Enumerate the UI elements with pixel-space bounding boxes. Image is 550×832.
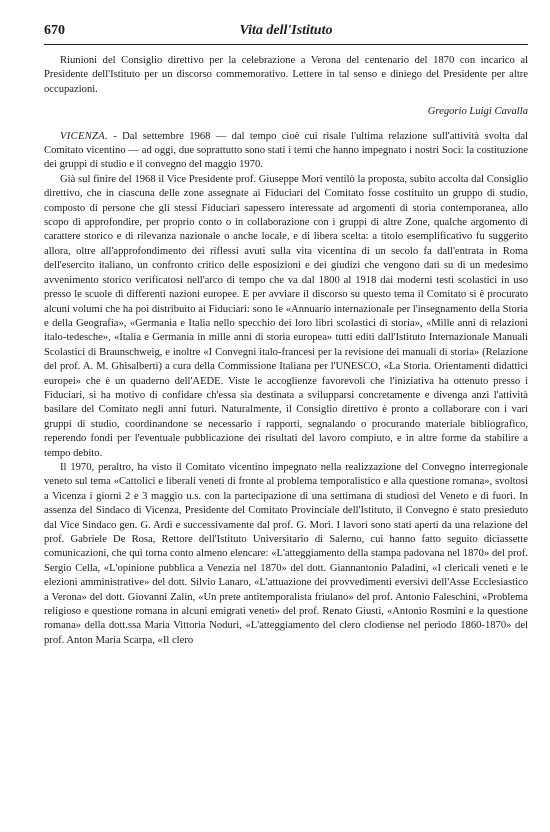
paragraph-vicenza-text: - Dal settembre 1968 — dal tempo cioè cui risale l'ultima relazione sull'attività svolta dal Comitato vicentino — ad oggi, due soprattutto sono stati i temi che hanno impegnato i nostri Soci: la costituzione dei gruppi di studio e il convegno del maggio 1970. (44, 130, 528, 171)
running-header (44, 20, 528, 45)
article-body (44, 54, 528, 648)
paragraph-vicenza-intro (44, 130, 528, 173)
paragraph-verona-meetings: Riunioni del Consiglio direttivo per la celebrazione a Verona del centenario del 1870 con incarico al Presidente dell'Istituto per un discorso commemorativo. Lettere in tal senso e diniego del Presidente per altre occupazioni. (44, 55, 528, 95)
city-heading: VICENZA. (60, 130, 109, 142)
signature-name: Gregorio Luigi Cavalla (427, 106, 528, 118)
signature (44, 105, 528, 119)
running-title: Vita dell'Istituto (239, 23, 333, 38)
paragraph-study-groups: Già sul finire del 1968 il Vice Presidente prof. Giuseppe Mori ventilò la proposta, subito accolta dal Consiglio direttivo, che in ciascuna delle zone assegnate ai Fiduciari del Comitato fosse costituito un gruppo di studio, composto di persone che gli stessi Fiduciari sapessero interessate ad argomenti di storia contemporanea, allo scopo di approfondire, per proprio conto o in collaborazione con i gruppi di altre Zone, qualche argomento di carattere storico e di rilevanza nazionale o anche locale, e di libera scelta: a titolo esemplificativo fu suggerito allora, oltre all'approfondimento dei riflessi avuti sulla vita vicentina di un secolo fa dall'entrata in Roma dell'esercito italiano, un confronto critico delle esposizioni e dei giudizi che vengono dati su di un medesimo avvenimento storico verificatosi nell'arco di tempo che va dal 1800 al 1918 dai moderni testi scolastici in uso presso le scuole di differenti nazioni europee. E per avviare il discorso su questo tema il Comitato si è procurato alcuni volumi che ha poi distribuito ai Fiduciari: sono le «Annuario internazionale per l'insegnamento della Storia e della Geografia», «Germania e Italia nello specchio dei loro libri scolastici di storia», «Mille anni di relazioni italo-tedesche», «Italia e Germania in mille anni di storia europea» tutti editi dall'Istituto Internazionale Manuali Scolastici di Braunschweig, e inoltre «I Convegni italo-francesi per la revisione dei manuali di storia» (Relazione del prof. A. M. Ghisalberti) a cura della Commissione Italiana per l'UNESCO, «La Storia. Orientamenti didattici europei» che è un quaderno dell'AEDE. Viste le accoglienze favorevoli che l'iniziativa ha ottenuto presso i Fiduciari, si ha motivo di confidare ch'essa sia destinata a svilupparsi concretamente e divenga anzi l'attività basilare del Comitato negli anni futuri. Naturalmente, il Consiglio direttivo è pronto a collaborare con i vari gruppi di studio, coordinandone se necessario i rapporti, segnalando o procurando materiale bibliografico, reperendo fondi per l'eventuale pubblicazione dei risultati del lavoro compiuto, e in altre forme da stabilire a tempo debito. (44, 173, 528, 459)
page-number: 670 (44, 23, 65, 38)
paragraph-convegno-1970: Il 1970, peraltro, ha visto il Comitato vicentino impegnato nella realizzazione del Convegno interregionale veneto sul tema «Cattolici e liberali veneti di fronte al problema temporalistico e alla questione romana», svoltosi a Vicenza i giorni 2 e 3 maggio u.s. con la partecipazione di una settimana di studiosi del Veneto e di fuori. In assenza del Sindaco di Vicenza, Presidente del Comitato Provinciale dell'Istituto, il Convegno è stato presieduto dal Vice Sindaco gen. G. Ardi e successivamente dal prof. G. Mori. I lavori sono stati aperti da una relazione del prof. Gabriele De Rosa, Rettore dell'Istituto Universitario di Salerno, cui hanno fatto seguito diciassette comunicazioni, che qui torna conto almeno elencare: «L'atteggiamento della stampa padovana nel 1870» del prof. Sergio Cella, «L'opinione pubblica a Venezia nel 1870» del dott. Giannantonio Paladini, «I clericali veneti e le elezioni amministrative» del dott. Silvio Lanaro, «L'attuazione dei provvedimenti eversivi dell'Asse Ecclesiastico a Verona» del dott. Giovanni Zalin, «Un prete antitemporalista friulano» del prof. Antonio Faleschini, «Problema religioso e questione romana in alcuni emigrati veneti» del prof. Renato Giusti, «Antonio Rosmini e la questione romana» della dott.ssa Maria Vittoria Noduri, «L'atteggiamento del clero clodiense nel periodo 1860-1870» del prof. Anton Maria Scarpa, «Il clero (44, 461, 528, 646)
